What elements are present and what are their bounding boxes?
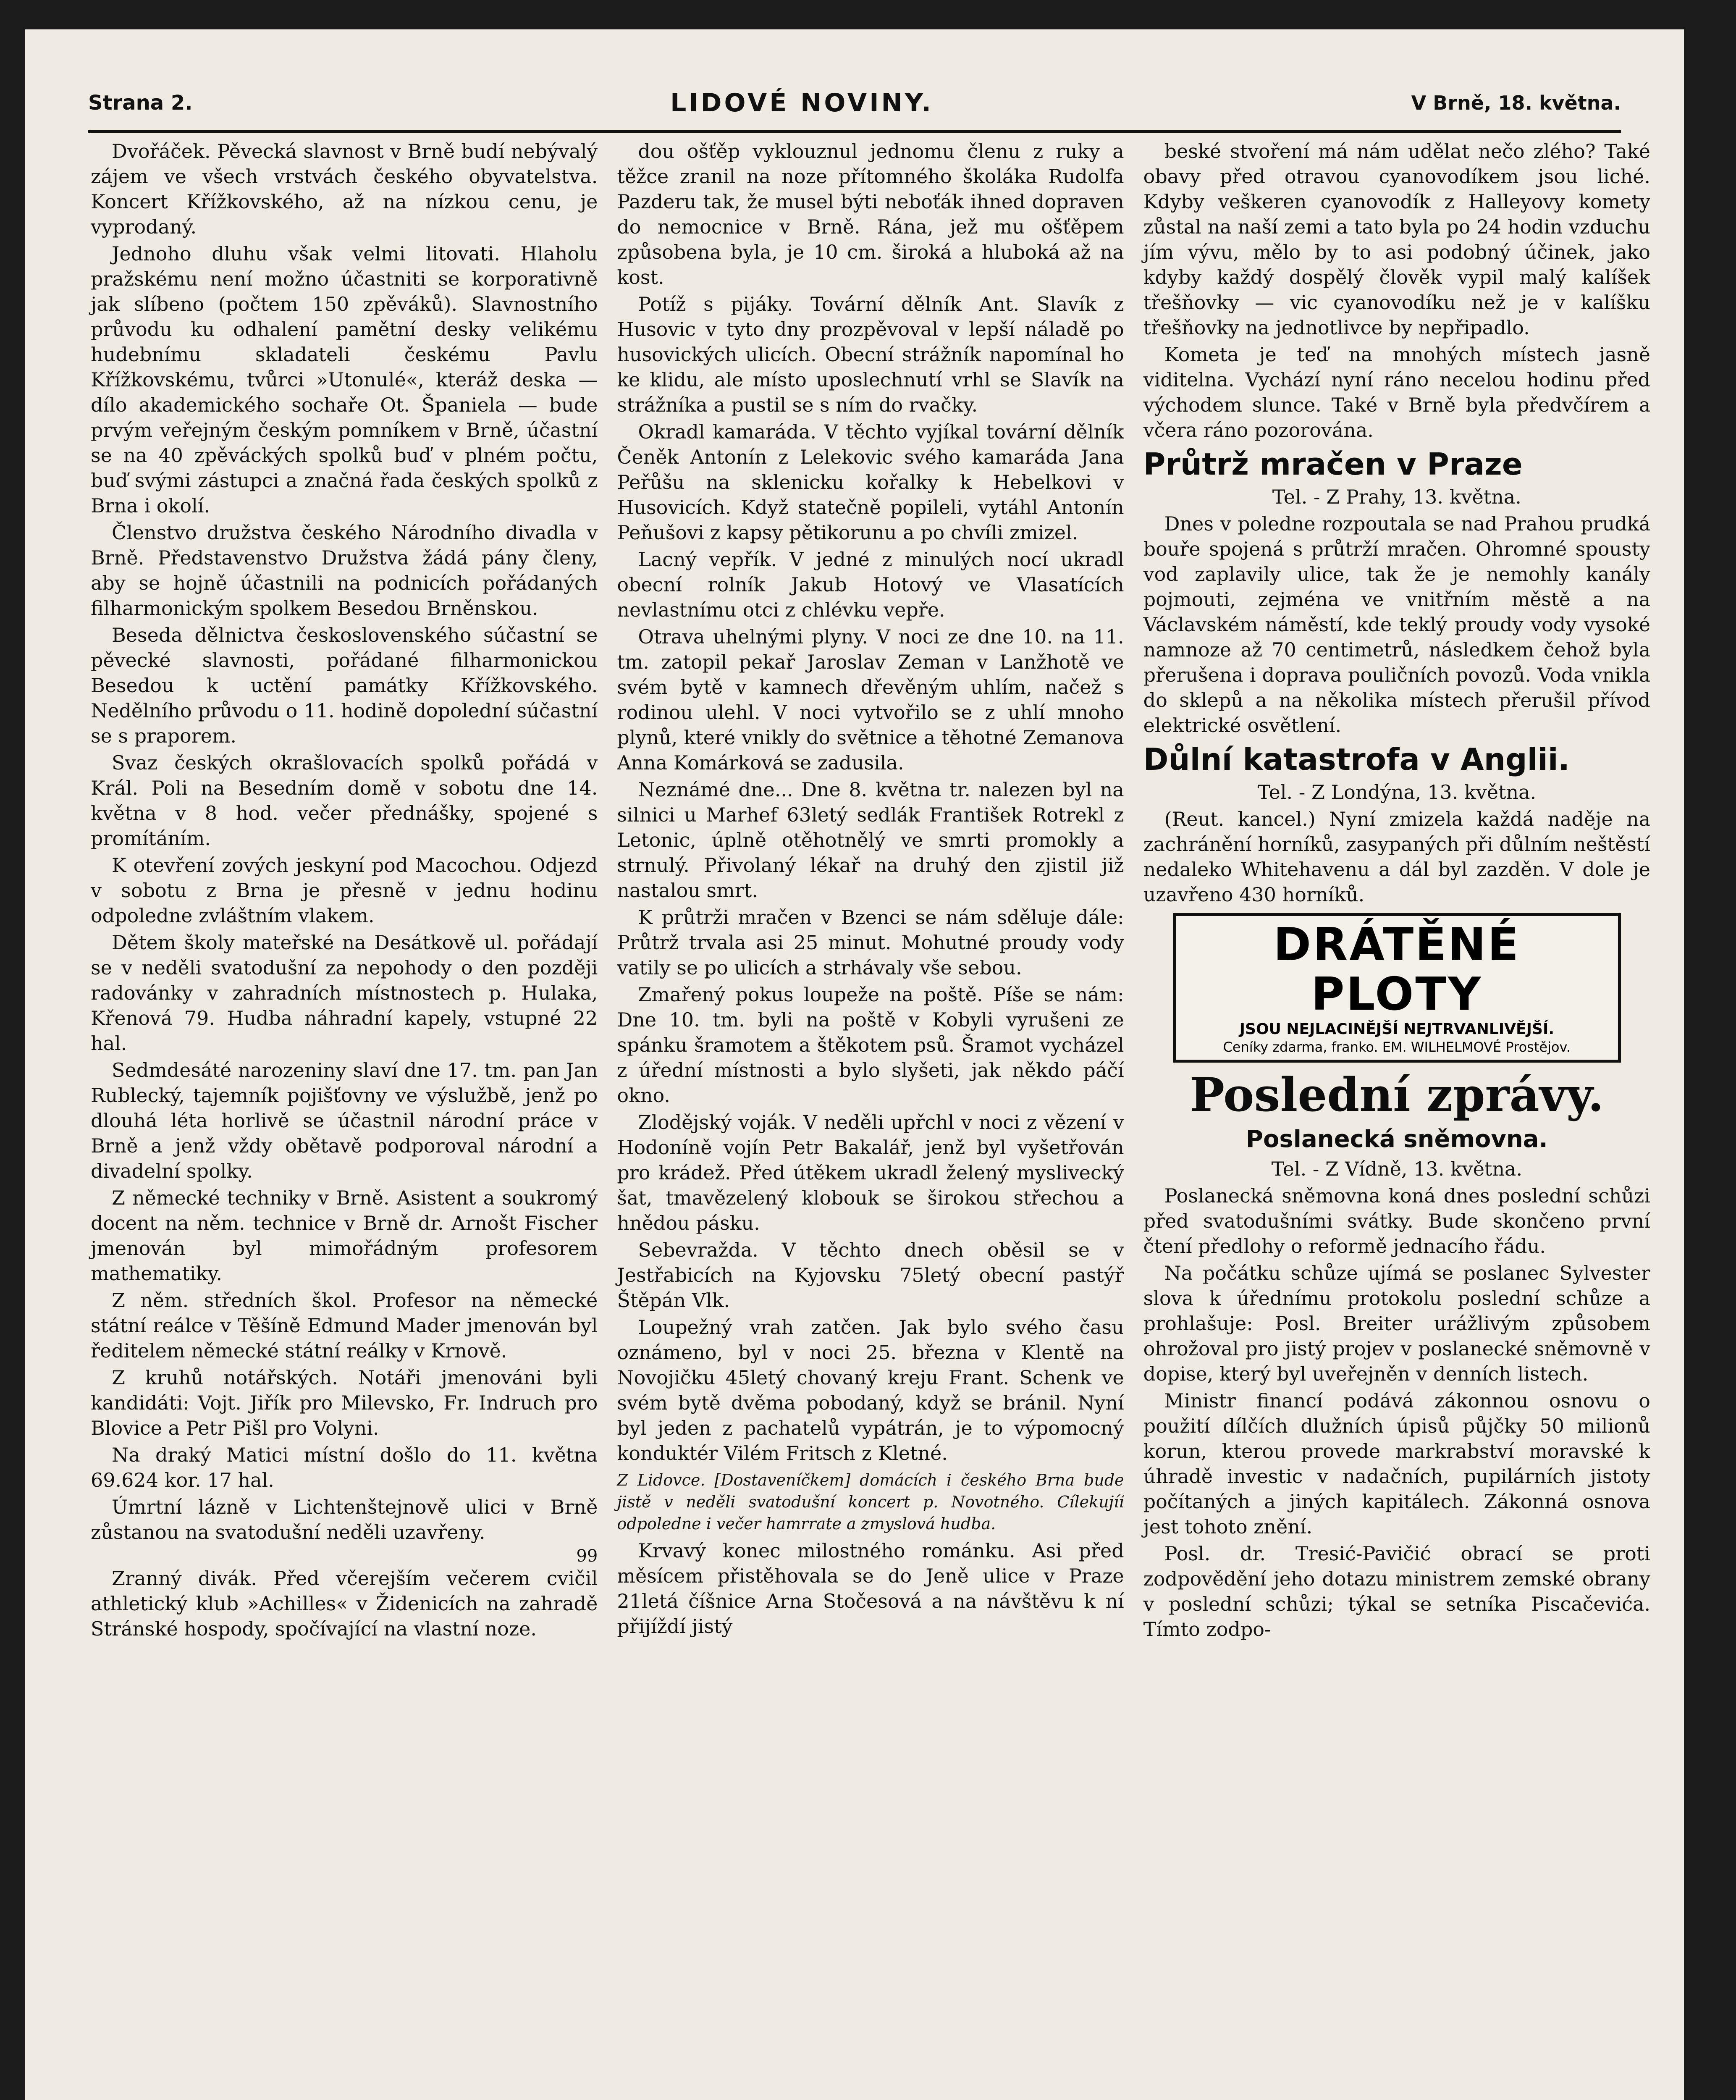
masthead: LIDOVÉ NOVINY. bbox=[670, 88, 934, 118]
page-number: Strana 2. bbox=[88, 91, 193, 115]
article: Na draký Matici místní došlo do 11. května 69.624 kor. 17 hal. bbox=[91, 1444, 598, 1491]
article: Z kruhů notářských. Notáři jmenováni byli kandidáti: Vojt. Jiřík pro Milevsko, Fr. Indruch pro Blovice a Petr Pišl pro Volyni. bbox=[91, 1366, 598, 1439]
article: Jednoho dluhu však velmi litovati. Hlaholu pražskému není možno účastniti se korporativně jak slíbeno (počtem 150 zpěváků). Slavnostního průvodu ku odhalení pamětní desky velikému hudebnímu skladateli českému Pavlu Křížkovskému, tvůrci »Utonulé«, kteráž deska — dílo akademického sochaře Ot. Španiela — bude prvým veřejným českým pomníkem v Brně, účastní se na 40 zpěváckých spolků buď v plném počtu, buď svými zástupci a značná řada českých spolků z Brna i okolí. bbox=[91, 242, 598, 517]
article: Okradl kamaráda. V těchto vyjíkal tovární dělník Čeněk Antonín z Lelekovic svého kamaráda Jana Peřůšu na sklenicku kořalky k Hebelkovi v Husovicích. Když statečně popileli, vytáhl Antonín Peňušovi z kapsy pětikorunu a po chvíli zmizel. bbox=[617, 420, 1124, 544]
article-latest: Ministr financí podává zákonnou osnovu o použití dílčích dlužních úpisů půjčky 50 milionů korun, kterou provede markrabství moravské k úhradě investic v nadačních, pupilárních jistoty počítaných a jiných kapitálech. Zákonná osnova jest tohoto znění. bbox=[1143, 1389, 1650, 1538]
column-3 bbox=[1141, 139, 1650, 2100]
article: Neznámé dne... Dne 8. května tr. nalezen byl na silnici u Marhef 63letý sedlák František Rotrekl z Letonic, úplně otěhotnělý ve smrti promokly a strnulý. Přivolaný lékař na druhý den zjistil již nastalou smrt. bbox=[617, 778, 1124, 902]
article: K otevření zových jeskyní pod Macochou. Odjezd v sobotu z Brna je přesně v jednu hodinu odpoledne zvláštním vlakem. bbox=[91, 854, 598, 927]
header-rule bbox=[88, 130, 1621, 133]
column-2 bbox=[614, 139, 1124, 2100]
headline-flood: Průtrž mračen v Praze bbox=[1143, 446, 1523, 482]
article: K průtrži mračen v Bzenci se nám sděluje dále: Průtrž trvala asi 25 minut. Mohutné proudy vody vatily se po ulicích a strhávaly vše sebou. bbox=[617, 906, 1124, 979]
headline-mine: Důlní katastrofa v Anglii. bbox=[1143, 741, 1570, 777]
running-head bbox=[88, 84, 1621, 122]
dateline-flood: Tel. - Z Prahy, 13. května. bbox=[1272, 485, 1521, 508]
article: Zranný divák. Před včerejším večerem cvičil athletický klub »Achilles« v Židenicích na zahradě Stránské hospody, spočívající na vlastní noze. bbox=[91, 1567, 598, 1640]
ad-slogan: JSOU NEJLACINĚJŠÍ NEJTRVANLIVĚJŠÍ. bbox=[1239, 1021, 1555, 1038]
advertisement bbox=[1173, 913, 1621, 1063]
article: Kometa je teď na mnohých místech jasně viditelna. Vychází nyní ráno necelou hodinu před východem slunce. Také v Brně byla předvčírem a včera ráno pozorována. bbox=[1143, 343, 1650, 441]
article: Členstvo družstva českého Národního divadla v Brně. Představenstvo Družstva žádá pány členy, aby se hojně účastnili na podnicích pořádaných filharmonickým spolkem Besedou Brněnskou. bbox=[91, 521, 598, 620]
article: Krvavý konec milostného románku. Asi před měsícem přistěhovala se do Jeně ulice v Praze 21letá číšnice Arna Stočesová a na návštěvu k ní přijíždí jistý bbox=[617, 1539, 1124, 1638]
notice: Z Lidovce. [Dostaveníčkem] domácích i českého Brna bude jistě v neděli svatodušní koncert p. Novotného. Cílekujíí odpoledne i večer hamrrate a zmyslová hudba. bbox=[617, 1471, 1124, 1533]
article: Beseda dělnictva československého súčastní se pěvecké slavnosti, pořádané filharmonickou Besedou k uctění památky Křížkovského. Nedělního průvodu o 11. hodině dopolední súčastní se s praporem. bbox=[91, 624, 598, 747]
article: Svaz českých okrašlovacích spolků pořádá v Král. Poli na Besedním domě v sobotu dne 14. května v 8 hod. večer přednášky, spojené s promítáním. bbox=[91, 751, 598, 850]
article: Z něm. středních škol. Profesor na německé státní reálce v Těšíně Edmund Mader jmenován byl ředitelem německé státní reálky v Krnově. bbox=[91, 1289, 598, 1362]
article-latest: Na počátku schůze ujímá se poslanec Sylvester slova k úřednímu protokolu poslední schůze a prohlašuje: Posl. Breiter urážlivým způsobem ohrožoval pro jistý projev v poslanecké sněmovně v dopise, který byl uveřejněn v denních listech. bbox=[1143, 1262, 1650, 1386]
article-latest: Posl. dr. Tresić-Pavičić obrací se proti zodpovědění jeho dotazu ministrem zemské obrany v poslední schůzi; týkal se setníka Piscačevića. Tímto zodpo- bbox=[1143, 1542, 1650, 1641]
subhead-parliament: Poslanecká sněmovna. bbox=[1246, 1125, 1548, 1153]
article-latest: Poslanecká sněmovna koná dnes poslední schůzi před svatodušními svátky. Bude skončeno první čtení předlohy o reformě jednacího řádu. bbox=[1143, 1184, 1650, 1258]
article: dou ošťěp vyklouznul jednomu členu z ruky a těžce zranil na noze přítomného školáka Rudolfa Pazderu tak, že musel býti neboťák ihned dopraven do nemocnice v Brně. Rána, jež mu ošťěpem způsobena byla, je 10 cm. široká a hluboká až na kost. bbox=[617, 140, 1124, 289]
article: Úmrtní lázně v Lichtenštejnově ulici v Brně zůstanou na svatodušní neděli uzavřeny. bbox=[91, 1496, 598, 1544]
dateline-mine: Tel. - Z Londýna, 13. května. bbox=[1257, 780, 1537, 803]
issue-date: V Brně, 18. května. bbox=[1411, 92, 1621, 114]
article: Potíž s pijáky. Tovární dělník Ant. Slavík z Husovic v tyto dny prozpěvoval v lepší náladě po husovických ulicích. Obecní strážník napomínal ho ke klidu, ale místo uposlechnutí vrhl se Slavík na strážníka a pustil se s ním do rvačky. bbox=[617, 293, 1124, 416]
article-mine: (Reut. kancel.) Nyní zmizela každá naděje na zachránění horníků, zasypaných při důlním neštěstí nedaleko Whitehavenu a dál byl zazděn. V dole je uzavřeno 430 horníků. bbox=[1143, 807, 1650, 906]
newspaper-page bbox=[25, 29, 1684, 2100]
article-flood: Dnes v poledne rozpoutala se nad Prahou prudká bouře spojená s průtrží mračen. Ohromné spousty vod zaplavily ulice, tak že je nemohly kanály pojmouti, zejména ve vnitřním městě a na Václavském náměstí, kde teklý proudy vody vysoké namnoze až 70 centimetrů, následkem čehož byla přerušena i doprava pouličních povozů. Voda vnikla do sklepů a na několika místech přerušil přívod elektrické osvětlení. bbox=[1143, 512, 1650, 737]
article: Dětem školy mateřské na Desátkově ul. pořádají se v neděli svatodušní za nepohody o den později radovánky v zahradních místnostech p. Hulaka, Křenová 79. Hudba náhradní kapely, vstupné 22 hal. bbox=[91, 931, 598, 1055]
article: Zmařený pokus loupeže na poště. Píše se nám: Dne 10. tm. byli na poště v Kobyli vyrušeni ze spánku šramotem a štěkotem psů. Šramot vycházel z úřední místnosti a bylo slyšeti, jak někdo páčí okno. bbox=[617, 983, 1124, 1107]
ad-contact: Ceníky zdarma, franko. EM. WILHELMOVÉ Prostějov. bbox=[1223, 1039, 1571, 1055]
article: Sedmdesáté narozeniny slaví dne 17. tm. pan Jan Rublecký, tajemník pojišťovny ve výslužbě, jenž po dlouhá léta horlivě se účastnil národní práce v Brně a jenž vždy obětavě podporoval národní a divadelní spolky. bbox=[91, 1059, 598, 1182]
dateline-latest: Tel. - Z Vídně, 13. května. bbox=[1271, 1158, 1523, 1181]
article: Otrava uhelnými plyny. V noci ze dne 10. na 11. tm. zatopil pekař Jaroslav Zeman v Lanžhotě ve svém bytě v kamnech dřevěným uhlím, načež s rodinou ulehl. V noci vytvořilo se z uhlí mnoho plynů, které vnikly do světnice a těhotné Zemanova Anna Komárková se zadusila. bbox=[617, 625, 1124, 774]
article: Lacný vepřík. V jedné z minulých nocí ukradl obecní rolník Jakub Hotový ve Vlasatících nevlastnímu otci z chlévku vepře. bbox=[617, 548, 1124, 621]
article: Loupežný vrah zatčen. Jak bylo svého času oznámeno, byl v noci 25. března v Klentě na Novojičku 45letý chovaný kreju Frant. Schenk ve svém bytě dvěma pobodaný, když se bránil. Nyní byl jeden z pachatelů vypátrán, je to výpomocný konduktér Vilém Fritsch z Kletné. bbox=[617, 1316, 1124, 1465]
column-1 bbox=[88, 139, 598, 2100]
headline-latest: Poslední zprávy. bbox=[1190, 1068, 1604, 1122]
ad-title: DRÁTĚNÉ PLOTY bbox=[1273, 918, 1521, 1021]
columns bbox=[88, 139, 1650, 2100]
article: Z německé techniky v Brně. Asistent a soukromý docent na něm. technice v Brně dr. Arnošt Fischer jmenován byl mimořádným profesorem mathematiky. bbox=[91, 1186, 598, 1285]
article: Sebevražda. V těchto dnech oběsil se v Jestřabicích na Kyjovsku 75letý obecní pastýř Štěpán Vlk. bbox=[617, 1239, 1124, 1312]
count-figure: 99 bbox=[576, 1546, 598, 1566]
article: Dvořáček. Pěvecká slavnost v Brně budí nebývalý zájem ve všech vrstvách českého obyvatelstva. Koncert Křížkovského, až na nízkou cenu, je vyprodaný. bbox=[91, 140, 598, 238]
article: beské stvoření má nám udělat nečo zlého? Také obavy před otravou cyanovodíkem jsou liché. Kdyby veškeren cyanovodík z Halleyovy komety zůstal na naší zemi a tato byla po 24 hodin vzduchu jím vývu, mělo by to asi podobný účinek, jako kdyby každý dospělý člověk vypil malý kalíšek třešňovky — vic cyanovodíku než je v kalíšku třešňovky na jednotlivce by nepřipadlo. bbox=[1143, 140, 1650, 339]
article: Zlodějský voják. V neděli upřchl v noci z vězení v Hodoníně vojín Petr Bakalář, jenž byl vyšetřován pro krádež. Před útěkem ukradl želený myslivecký šat, tmavězelený klobouk se širokou střechou a hnědou pásku. bbox=[617, 1111, 1124, 1234]
